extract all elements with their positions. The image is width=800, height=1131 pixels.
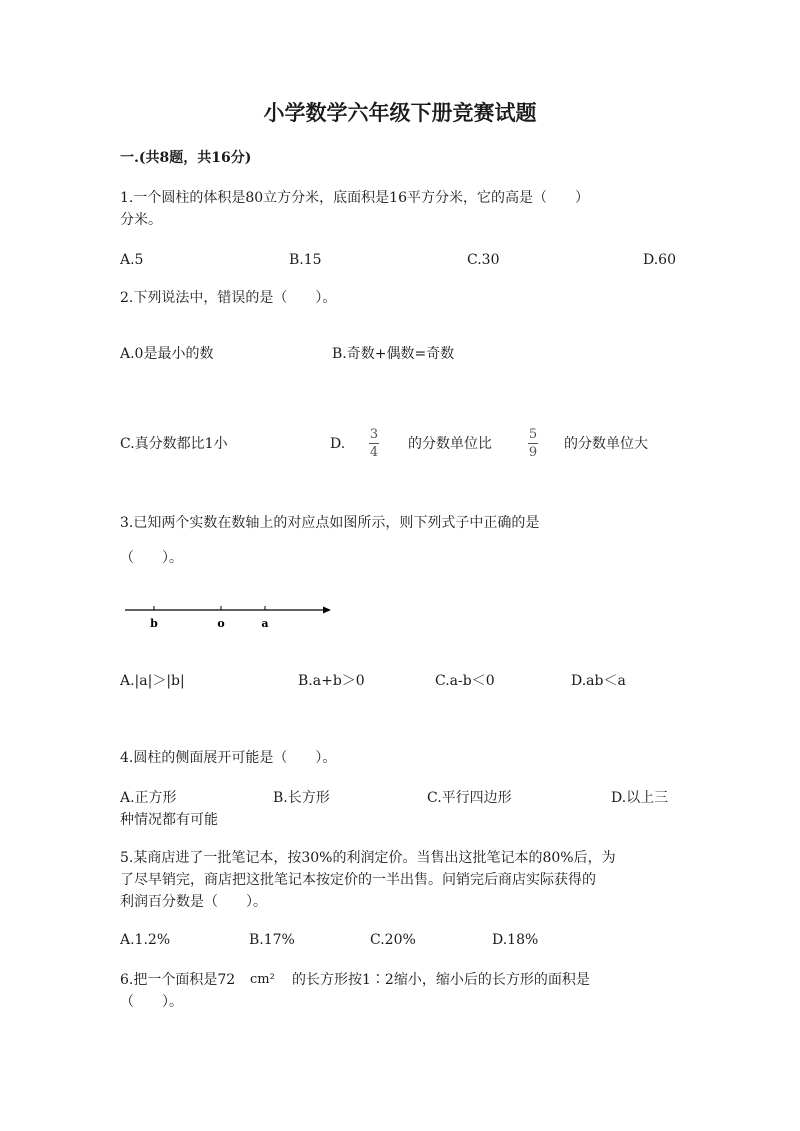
q3-option-b[interactable]: B.a+b＞0 (298, 673, 365, 689)
q1-option-c[interactable]: C.30 (467, 252, 500, 268)
q6-stem-end: 的长方形按1∶2缩小，缩小后的长方形的面积是 (292, 972, 590, 988)
q2-stem: 2.下列说法中，错误的是（ ）。 (120, 290, 337, 306)
q4-option-a[interactable]: A.正方形 (120, 790, 177, 806)
q3-stem-line2: （ ）。 (120, 550, 183, 566)
q4-option-d-wrap: 种情况都有可能 (120, 812, 218, 828)
q4-stem: 4.圆柱的侧面展开可能是（ ）。 (120, 750, 337, 766)
q2-fraction-2 (528, 427, 538, 460)
q3-option-c[interactable]: C.a-b＜0 (435, 673, 495, 689)
q5-option-a[interactable]: A.1.2% (120, 932, 171, 948)
label-b: b (150, 617, 158, 630)
q4-option-d[interactable]: D.以上三 (611, 790, 669, 806)
fraction-denominator: 9 (528, 445, 538, 460)
q2-option-d-suffix: 的分数单位大 (564, 436, 648, 452)
fraction-denominator: 4 (369, 445, 379, 460)
q6-unit: cm² (250, 972, 275, 987)
q2-option-d-label[interactable]: D. (330, 436, 346, 452)
page-title: 小学数学六年级下册竞赛试题 (263, 100, 537, 125)
fraction-numerator: 3 (369, 427, 379, 442)
q5-option-c[interactable]: C.20% (370, 932, 416, 948)
number-line-arrow (323, 607, 331, 614)
q1-option-d[interactable]: D.60 (643, 252, 676, 268)
q1-option-b[interactable]: B.15 (289, 252, 322, 268)
section-heading: 一.(共8题，共16分) (120, 150, 252, 166)
q2-option-b[interactable]: B.奇数+偶数=奇数 (332, 346, 455, 362)
q6-stem-start: 6.把一个面积是72 (120, 972, 236, 988)
q5-option-b[interactable]: B.17% (249, 932, 295, 948)
q5-stem-line1: 5.某商店进了一批笔记本，按30%的利润定价。当售出这批笔记本的80%后，为 (120, 850, 616, 866)
q5-stem-line3: 利润百分数是（ ）。 (120, 894, 267, 910)
fraction-bar (528, 443, 538, 444)
q4-option-b[interactable]: B.长方形 (273, 790, 330, 806)
q5-stem-line2: 了尽早销完，商店把这批笔记本按定价的一半出售。问销完后商店实际获得的 (120, 872, 596, 888)
q4-option-c[interactable]: C.平行四边形 (427, 790, 512, 806)
q2-option-c[interactable]: C.真分数都比1小 (120, 436, 228, 452)
label-o: o (217, 617, 225, 630)
q2-fraction-1 (369, 427, 379, 460)
fraction-bar (369, 443, 379, 444)
q1-stem-line1: 1.一个圆柱的体积是80立方分米，底面积是16平方分米，它的高是（ ） (120, 190, 589, 206)
fraction-numerator: 5 (528, 427, 538, 442)
q3-option-d[interactable]: D.ab＜a (571, 673, 626, 689)
q6-stem-line2: （ ）。 (120, 994, 183, 1010)
q3-option-a[interactable]: A.|a|＞|b| (120, 673, 185, 689)
q1-stem-line2: 分米。 (120, 212, 162, 228)
q3-stem-line1: 3.已知两个实数在数轴上的对应点如图所示，则下列式子中正确的是 (120, 515, 540, 531)
q2-option-a[interactable]: A.0是最小的数 (120, 346, 214, 362)
q2-option-d-mid: 的分数单位比 (408, 436, 492, 452)
label-a: a (261, 617, 269, 630)
q1-option-a[interactable]: A.5 (120, 252, 144, 268)
number-line-figure (120, 598, 340, 634)
q5-option-d[interactable]: D.18% (492, 932, 539, 948)
